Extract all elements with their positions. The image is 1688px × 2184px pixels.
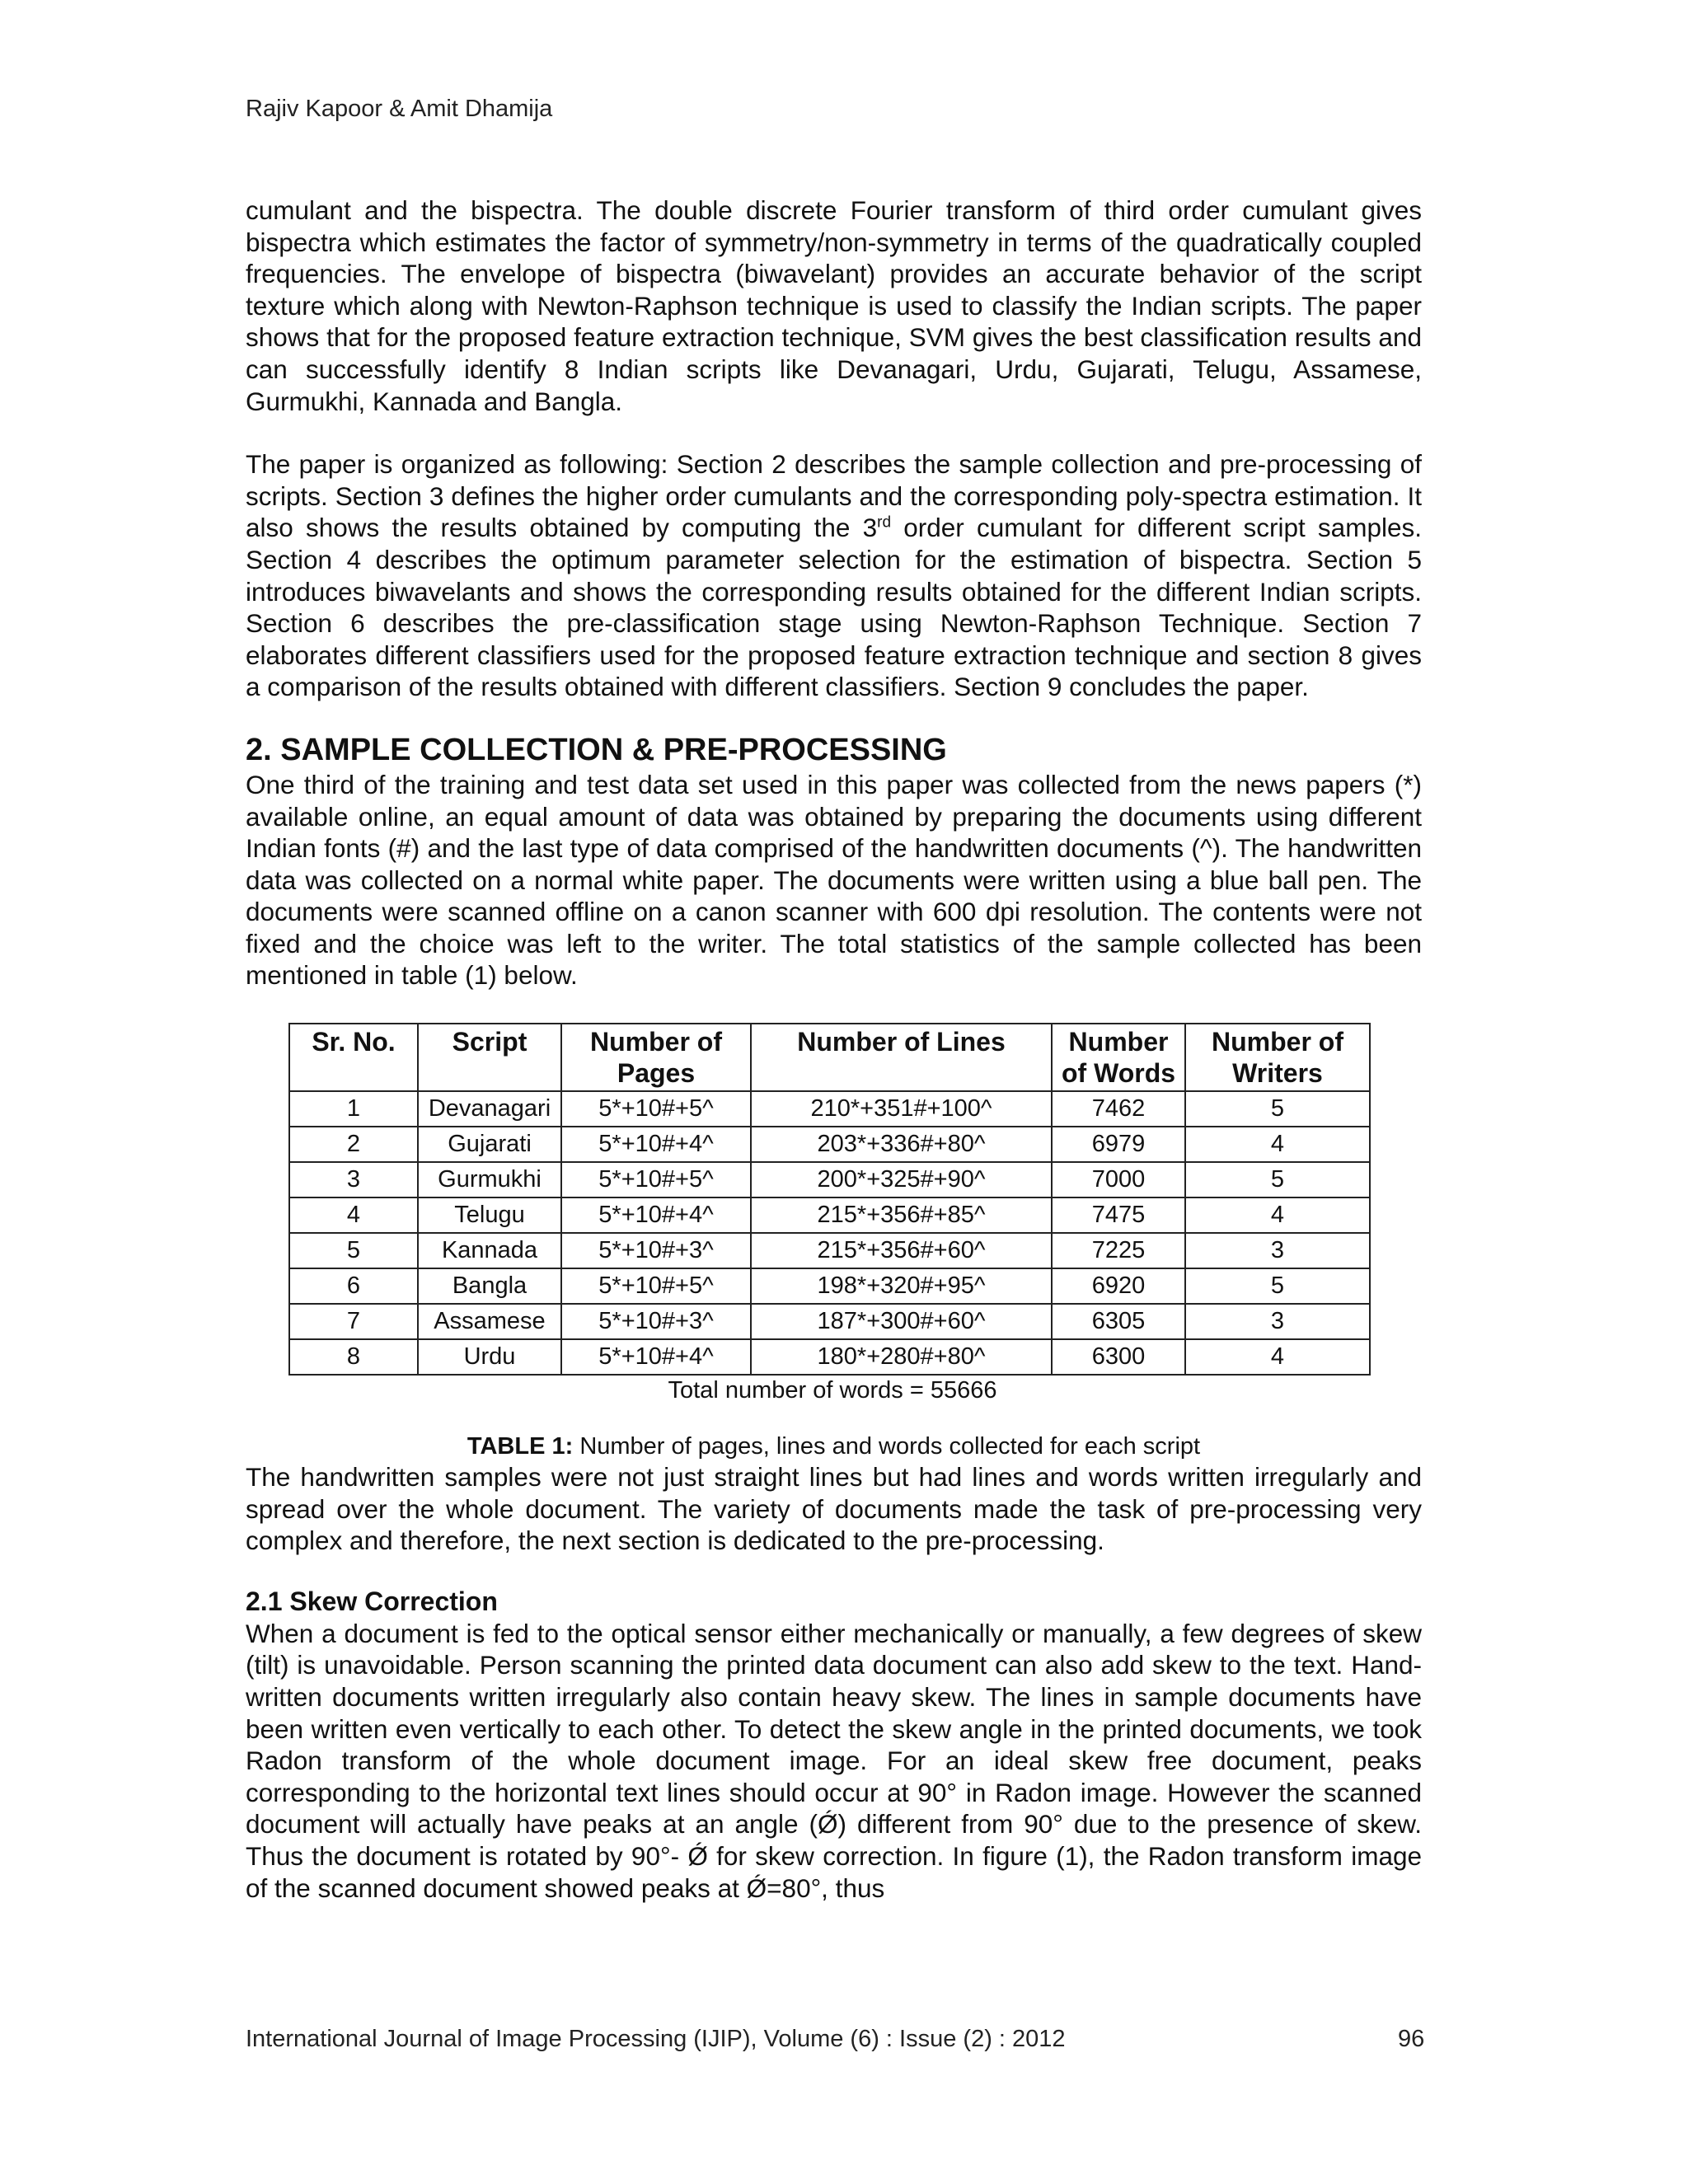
cell-sr-no: 6 (289, 1268, 418, 1304)
cell-lines: 215*+356#+85^ (751, 1197, 1052, 1233)
table-row (289, 1233, 1370, 1268)
cell-words: 6305 (1052, 1304, 1185, 1339)
cell-sr-no: 7 (289, 1304, 418, 1339)
table-caption-label: TABLE 1: (467, 1433, 574, 1460)
cell-script: Gujarati (418, 1127, 561, 1162)
cell-writers: 5 (1185, 1162, 1370, 1197)
page-body (246, 194, 1422, 1904)
cell-lines: 187*+300#+60^ (751, 1304, 1052, 1339)
cell-writers: 4 (1185, 1339, 1370, 1375)
intro-paragraph-2 (246, 448, 1422, 703)
cell-sr-no: 5 (289, 1233, 418, 1268)
cell-lines: 180*+280#+80^ (751, 1339, 1052, 1375)
intro-paragraph-2-part-1: The paper is organized as following: Section 2 describes the sample collection and pre-processing of scripts. Section 3 defines the higher order cumulants and the corresponding poly-spectra estimation. It also shows the results obtained by computing the 3 (246, 449, 1422, 543)
cell-words: 7462 (1052, 1091, 1185, 1127)
header-number-of-writers: Number of Writers (1185, 1024, 1370, 1091)
cell-writers: 3 (1185, 1233, 1370, 1268)
cell-words: 7225 (1052, 1233, 1185, 1268)
section-2-1-paragraph-1: When a document is fed to the optical sensor either mechanically or manually, a few degrees of skew (tilt) is unavoidable. Person scanning the printed data document can also add skew to the text. Hand-written documents written irregularly also contain heavy skew. The lines in sample documents have been written even vertically to each other. To detect the skew angle in the printed documents, we took Radon transform of the whole document image. For an ideal skew free document, peaks corresponding to the horizontal text lines should occur at 90° in Radon image. However the scanned document will actually have peaks at an angle (Ǿ) different from 90° due to the presence of skew. Thus the document is rotated by 90°- Ǿ for skew correction. In figure (1), the Radon transform image of the scanned document showed peaks at Ǿ=80°, thus (246, 1618, 1422, 1903)
cell-sr-no: 4 (289, 1197, 418, 1233)
cell-script: Urdu (418, 1339, 561, 1375)
cell-writers: 4 (1185, 1127, 1370, 1162)
header-number-of-lines: Number of Lines (751, 1024, 1052, 1091)
cell-words: 7000 (1052, 1162, 1185, 1197)
cell-script: Telugu (418, 1197, 561, 1233)
cell-script: Assamese (418, 1304, 561, 1339)
table-row (289, 1339, 1370, 1375)
intro-paragraph-1: cumulant and the bispectra. The double discrete Fourier transform of third order cumulant gives bispectra which estimates the factor of symmetry/non-symmetry in terms of the quadratically coupled frequencies. The envelope of bispectra (biwavelant) provides an accurate behavior of the script texture which along with Newton-Raphson technique is used to classify the Indian scripts. The paper shows that for the proposed feature extraction technique, SVM gives the best classification results and can successfully identify 8 Indian scripts like Devanagari, Urdu, Gujarati, Telugu, Assamese, Gurmukhi, Kannada and Bangla. (246, 195, 1422, 416)
header-number-of-pages: Number of Pages (561, 1024, 751, 1091)
header-script: Script (418, 1024, 561, 1091)
cell-pages: 5*+10#+4^ (561, 1339, 751, 1375)
cell-script: Bangla (418, 1268, 561, 1304)
cell-lines: 210*+351#+100^ (751, 1091, 1052, 1127)
cell-words: 6300 (1052, 1339, 1185, 1375)
table-header-row (289, 1024, 1370, 1091)
table-row (289, 1091, 1370, 1127)
cell-sr-no: 3 (289, 1162, 418, 1197)
table-row (289, 1127, 1370, 1162)
cell-writers: 3 (1185, 1304, 1370, 1339)
cell-words: 7475 (1052, 1197, 1185, 1233)
table-row (289, 1162, 1370, 1197)
intro-paragraph-2-part-2: order cumulant for different script samples. Section 4 describes the optimum parameter selection for the estimation of bispectra. Section 5 introduces biwavelants and shows the corresponding results obtained for the different Indian scripts. Section 6 describes the pre-classification stage using Newton-Raphson Technique. Section 7 elaborates different classifiers used for the proposed feature extraction technique and section 8 gives a comparison of the results obtained with different classifiers. Section 9 concludes the paper. (246, 513, 1422, 702)
cell-sr-no: 8 (289, 1339, 418, 1375)
header-number-of-words: Number of Words (1052, 1024, 1185, 1091)
cell-pages: 5*+10#+4^ (561, 1197, 751, 1233)
table-total-words: Total number of words = 55666 (668, 1377, 997, 1404)
sample-statistics-table (288, 1023, 1371, 1376)
table-caption-text: Number of pages, lines and words collected for each script (573, 1433, 1201, 1460)
cell-pages: 5*+10#+5^ (561, 1162, 751, 1197)
cell-lines: 203*+336#+80^ (751, 1127, 1052, 1162)
table-row (289, 1268, 1370, 1304)
cell-script: Devanagari (418, 1091, 561, 1127)
table-1-container (246, 1023, 1422, 1461)
cell-writers: 5 (1185, 1268, 1370, 1304)
running-head: Rajiv Kapoor & Amit Dhamija (246, 96, 553, 122)
cell-sr-no: 2 (289, 1127, 418, 1162)
cell-writers: 5 (1185, 1091, 1370, 1127)
cell-pages: 5*+10#+4^ (561, 1127, 751, 1162)
cell-pages: 5*+10#+5^ (561, 1091, 751, 1127)
section-2-heading: 2. SAMPLE COLLECTION & PRE-PROCESSING (246, 732, 947, 767)
ordinal-superscript: rd (877, 513, 892, 532)
header-sr-no: Sr. No. (289, 1024, 418, 1091)
table-row (289, 1197, 1370, 1233)
cell-script: Gurmukhi (418, 1162, 561, 1197)
cell-sr-no: 1 (289, 1091, 418, 1127)
cell-words: 6979 (1052, 1127, 1185, 1162)
cell-pages: 5*+10#+3^ (561, 1233, 751, 1268)
section-2-paragraph-2: The handwritten samples were not just straight lines but had lines and words written irregularly and spread over the whole document. The variety of documents made the task of pre-processing very complex and therefore, the next section is dedicated to the pre-processing. (246, 1462, 1422, 1556)
footer-journal: International Journal of Image Processing (IJIP), Volume (6) : Issue (2) : 2012 (246, 2026, 1066, 2052)
section-2-1-heading: 2.1 Skew Correction (246, 1586, 498, 1616)
footer-page-number: 96 (1398, 2026, 1425, 2052)
cell-lines: 215*+356#+60^ (751, 1233, 1052, 1268)
cell-lines: 200*+325#+90^ (751, 1162, 1052, 1197)
table-caption (246, 1432, 1422, 1461)
cell-writers: 4 (1185, 1197, 1370, 1233)
cell-words: 6920 (1052, 1268, 1185, 1304)
cell-pages: 5*+10#+3^ (561, 1304, 751, 1339)
cell-script: Kannada (418, 1233, 561, 1268)
cell-lines: 198*+320#+95^ (751, 1268, 1052, 1304)
section-2-paragraph-1: One third of the training and test data set used in this paper was collected from the news papers (*) available online, an equal amount of data was obtained by preparing the documents using different Indian fonts (#) and the last type of data comprised of the handwritten documents (^). The handwritten data was collected on a normal white paper. The documents were written using a blue ball pen. The documents were scanned offline on a canon scanner with 600 dpi resolution. The contents were not fixed and the choice was left to the writer. The total statistics of the sample collected has been mentioned in table (1) below. (246, 769, 1422, 991)
cell-pages: 5*+10#+5^ (561, 1268, 751, 1304)
table-row (289, 1304, 1370, 1339)
